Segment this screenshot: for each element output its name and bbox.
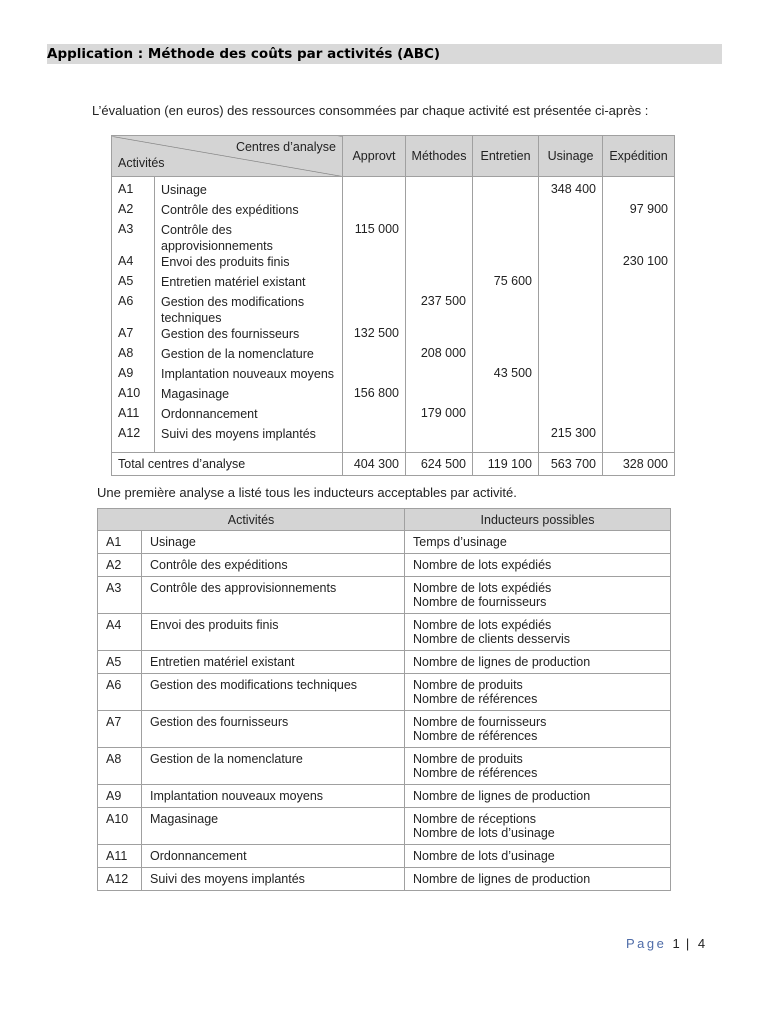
- drivers-cell: [405, 531, 671, 554]
- activity-code: A9: [98, 785, 142, 808]
- activity-code: A2: [98, 554, 142, 577]
- activity-name: Contrôle des approvisionnements: [155, 222, 343, 254]
- page-current: 1: [672, 936, 680, 951]
- corner-header-activites: Activités: [118, 156, 165, 170]
- cell-expedition: [603, 406, 675, 426]
- cell-entretien: [473, 426, 539, 453]
- cell-usinage: [539, 366, 603, 386]
- table-row: [98, 614, 671, 651]
- activity-name: Implantation nouveaux moyens: [142, 785, 405, 808]
- driver-item: Nombre de références: [413, 766, 538, 780]
- activity-name: Gestion de la nomenclature: [155, 346, 343, 366]
- cell-usinage: [539, 346, 603, 366]
- driver-item: Nombre de fournisseurs: [413, 595, 547, 609]
- cell-entretien: 75 600: [473, 274, 539, 294]
- activity-code: A7: [98, 711, 142, 748]
- activity-name: Magasinage: [155, 386, 343, 406]
- table-row: [112, 274, 675, 294]
- drivers-cell: [405, 554, 671, 577]
- cell-entretien: [473, 177, 539, 203]
- cell-entretien: [473, 406, 539, 426]
- total-expedition: 328 000: [603, 453, 675, 476]
- activity-name: Contrôle des expéditions: [142, 554, 405, 577]
- total-row: [112, 453, 675, 476]
- activity-name: Ordonnancement: [155, 406, 343, 426]
- cell-approvt: 115 000: [343, 222, 406, 254]
- table-row: [112, 386, 675, 406]
- cell-methodes: [406, 274, 473, 294]
- driver-item: Nombre de lignes de production: [413, 655, 591, 669]
- drivers-cell: [405, 868, 671, 891]
- table-row: [98, 554, 671, 577]
- cell-usinage: 348 400: [539, 177, 603, 203]
- activity-name: Suivi des moyens implantés: [155, 426, 343, 453]
- activity-code: A4: [112, 254, 155, 274]
- activity-name: Entretien matériel existant: [142, 651, 405, 674]
- activity-name: Envoi des produits finis: [142, 614, 405, 651]
- activity-code: A6: [112, 294, 155, 326]
- drivers-cell: [405, 785, 671, 808]
- activity-name: Contrôle des expéditions: [155, 202, 343, 222]
- cell-expedition: [603, 386, 675, 406]
- activity-name: Usinage: [155, 177, 343, 203]
- cell-methodes: [406, 326, 473, 346]
- drivers-cell: [405, 748, 671, 785]
- drivers-cell: [405, 651, 671, 674]
- corner-header-centres: Centres d’analyse: [235, 140, 336, 154]
- driver-item: Nombre de clients desservis: [413, 632, 571, 646]
- activity-code: A8: [98, 748, 142, 785]
- table-row: [112, 406, 675, 426]
- cell-usinage: [539, 326, 603, 346]
- table-row: [112, 426, 675, 453]
- driver-item: Nombre de références: [413, 729, 538, 743]
- table-row: [112, 177, 675, 203]
- activity-code: A12: [112, 426, 155, 453]
- col-header-inducteurs: Inducteurs possibles: [405, 509, 671, 531]
- activity-code: A2: [112, 202, 155, 222]
- activity-code: A1: [112, 177, 155, 203]
- cell-approvt: [343, 426, 406, 453]
- activity-code: A3: [112, 222, 155, 254]
- driver-item: Nombre de produits: [413, 752, 523, 766]
- activity-code: A5: [112, 274, 155, 294]
- cell-usinage: [539, 254, 603, 274]
- cell-approvt: [343, 254, 406, 274]
- total-usinage: 563 700: [539, 453, 603, 476]
- corner-header: [112, 136, 343, 177]
- cell-expedition: 97 900: [603, 202, 675, 222]
- intro-text-drivers: Une première analyse a listé tous les inducteurs acceptables par activité.: [97, 485, 517, 500]
- driver-item: Nombre de réceptions: [413, 812, 536, 826]
- activity-name: Gestion des fournisseurs: [155, 326, 343, 346]
- table-row: [112, 294, 675, 326]
- cell-entretien: 43 500: [473, 366, 539, 386]
- col-header-methodes: Méthodes: [406, 136, 473, 177]
- activity-name: Ordonnancement: [142, 845, 405, 868]
- cell-usinage: [539, 222, 603, 254]
- col-header-approvt: Approvt: [343, 136, 406, 177]
- activity-code: A12: [98, 868, 142, 891]
- activity-code: A11: [98, 845, 142, 868]
- cell-entretien: [473, 346, 539, 366]
- table-row: [98, 868, 671, 891]
- total-label: Total centres d’analyse: [112, 453, 343, 476]
- cell-approvt: [343, 202, 406, 222]
- activity-name: Gestion des modifications techniques: [142, 674, 405, 711]
- col-header-usinage: Usinage: [539, 136, 603, 177]
- col-header-activites: Activités: [98, 509, 405, 531]
- activity-code: A9: [112, 366, 155, 386]
- page-total: 4: [697, 936, 706, 951]
- cell-expedition: [603, 326, 675, 346]
- total-methodes: 624 500: [406, 453, 473, 476]
- table-row: [98, 651, 671, 674]
- title-bar: [47, 44, 722, 64]
- table-row: [98, 785, 671, 808]
- total-entretien: 119 100: [473, 453, 539, 476]
- table-row: [112, 346, 675, 366]
- cell-usinage: [539, 294, 603, 326]
- cell-methodes: [406, 386, 473, 406]
- driver-item: Nombre de lignes de production: [413, 872, 591, 886]
- activity-name: Gestion des fournisseurs: [142, 711, 405, 748]
- resources-table-body: [112, 177, 675, 453]
- resources-table: [111, 135, 675, 476]
- driver-item: Nombre de références: [413, 692, 538, 706]
- activity-code: A8: [112, 346, 155, 366]
- cell-methodes: [406, 177, 473, 203]
- activity-code: A1: [98, 531, 142, 554]
- table-row: [98, 845, 671, 868]
- cell-methodes: [406, 426, 473, 453]
- cell-usinage: [539, 274, 603, 294]
- activity-code: A7: [112, 326, 155, 346]
- activity-code: A6: [98, 674, 142, 711]
- intro-text-resources: L’évaluation (en euros) des ressources consommées par chaque activité est présentée ci-après :: [92, 103, 649, 118]
- cell-expedition: [603, 274, 675, 294]
- activity-name: Contrôle des approvisionnements: [142, 577, 405, 614]
- cell-methodes: [406, 202, 473, 222]
- drivers-cell: [405, 674, 671, 711]
- cell-approvt: 132 500: [343, 326, 406, 346]
- cell-approvt: [343, 294, 406, 326]
- driver-item: Temps d’usinage: [413, 535, 507, 549]
- cell-expedition: 230 100: [603, 254, 675, 274]
- cell-usinage: [539, 406, 603, 426]
- table-row: [112, 222, 675, 254]
- table-row: [98, 808, 671, 845]
- cell-expedition: [603, 222, 675, 254]
- cell-expedition: [603, 177, 675, 203]
- driver-item: Nombre de lots d’usinage: [413, 826, 555, 840]
- table-row: [98, 711, 671, 748]
- cell-methodes: 179 000: [406, 406, 473, 426]
- drivers-cell: [405, 808, 671, 845]
- cell-entretien: [473, 386, 539, 406]
- driver-item: Nombre de fournisseurs: [413, 715, 547, 729]
- cell-entretien: [473, 254, 539, 274]
- page-separator: |: [685, 936, 692, 951]
- table-row: [98, 577, 671, 614]
- activity-name: Entretien matériel existant: [155, 274, 343, 294]
- table-row: [112, 254, 675, 274]
- cell-methodes: [406, 366, 473, 386]
- activity-name: Implantation nouveaux moyens: [155, 366, 343, 386]
- table-row: [112, 366, 675, 386]
- cell-methodes: 208 000: [406, 346, 473, 366]
- activity-name: Suivi des moyens implantés: [142, 868, 405, 891]
- col-header-expedition: Expédition: [603, 136, 675, 177]
- drivers-table-body: [98, 531, 671, 891]
- page-word: Page: [626, 936, 667, 951]
- cell-approvt: 156 800: [343, 386, 406, 406]
- cell-approvt: [343, 177, 406, 203]
- drivers-cell: [405, 711, 671, 748]
- cell-methodes: 237 500: [406, 294, 473, 326]
- cell-approvt: [343, 366, 406, 386]
- cell-usinage: [539, 386, 603, 406]
- cell-entretien: [473, 222, 539, 254]
- driver-item: Nombre de lignes de production: [413, 789, 591, 803]
- table-row: [98, 748, 671, 785]
- activity-code: A10: [98, 808, 142, 845]
- drivers-cell: [405, 614, 671, 651]
- driver-item: Nombre de lots d’usinage: [413, 849, 555, 863]
- cell-entretien: [473, 326, 539, 346]
- page-title: Application : Méthode des coûts par activités (ABC): [47, 46, 441, 62]
- cell-approvt: [343, 346, 406, 366]
- drivers-table: [97, 508, 671, 891]
- table-row: [112, 202, 675, 222]
- activity-name: Gestion de la nomenclature: [142, 748, 405, 785]
- driver-item: Nombre de produits: [413, 678, 523, 692]
- table-row: [112, 326, 675, 346]
- cell-entretien: [473, 202, 539, 222]
- cell-usinage: [539, 202, 603, 222]
- activity-name: Gestion des modifications techniques: [155, 294, 343, 326]
- cell-methodes: [406, 222, 473, 254]
- activity-name: Magasinage: [142, 808, 405, 845]
- cell-expedition: [603, 426, 675, 453]
- activity-code: A11: [112, 406, 155, 426]
- activity-name: Envoi des produits finis: [155, 254, 343, 274]
- cell-entretien: [473, 294, 539, 326]
- total-approvt: 404 300: [343, 453, 406, 476]
- cell-expedition: [603, 346, 675, 366]
- activity-name: Usinage: [142, 531, 405, 554]
- cell-approvt: [343, 274, 406, 294]
- driver-item: Nombre de lots expédiés: [413, 581, 552, 595]
- page-number: [626, 936, 705, 951]
- activity-code: A4: [98, 614, 142, 651]
- cell-methodes: [406, 254, 473, 274]
- table-row: [98, 674, 671, 711]
- cell-expedition: [603, 294, 675, 326]
- cell-approvt: [343, 406, 406, 426]
- table-row: [98, 531, 671, 554]
- cell-expedition: [603, 366, 675, 386]
- drivers-cell: [405, 845, 671, 868]
- activity-code: A3: [98, 577, 142, 614]
- activity-code: A10: [112, 386, 155, 406]
- activity-code: A5: [98, 651, 142, 674]
- cell-usinage: 215 300: [539, 426, 603, 453]
- col-header-entretien: Entretien: [473, 136, 539, 177]
- driver-item: Nombre de lots expédiés: [413, 618, 552, 632]
- drivers-cell: [405, 577, 671, 614]
- driver-item: Nombre de lots expédiés: [413, 558, 552, 572]
